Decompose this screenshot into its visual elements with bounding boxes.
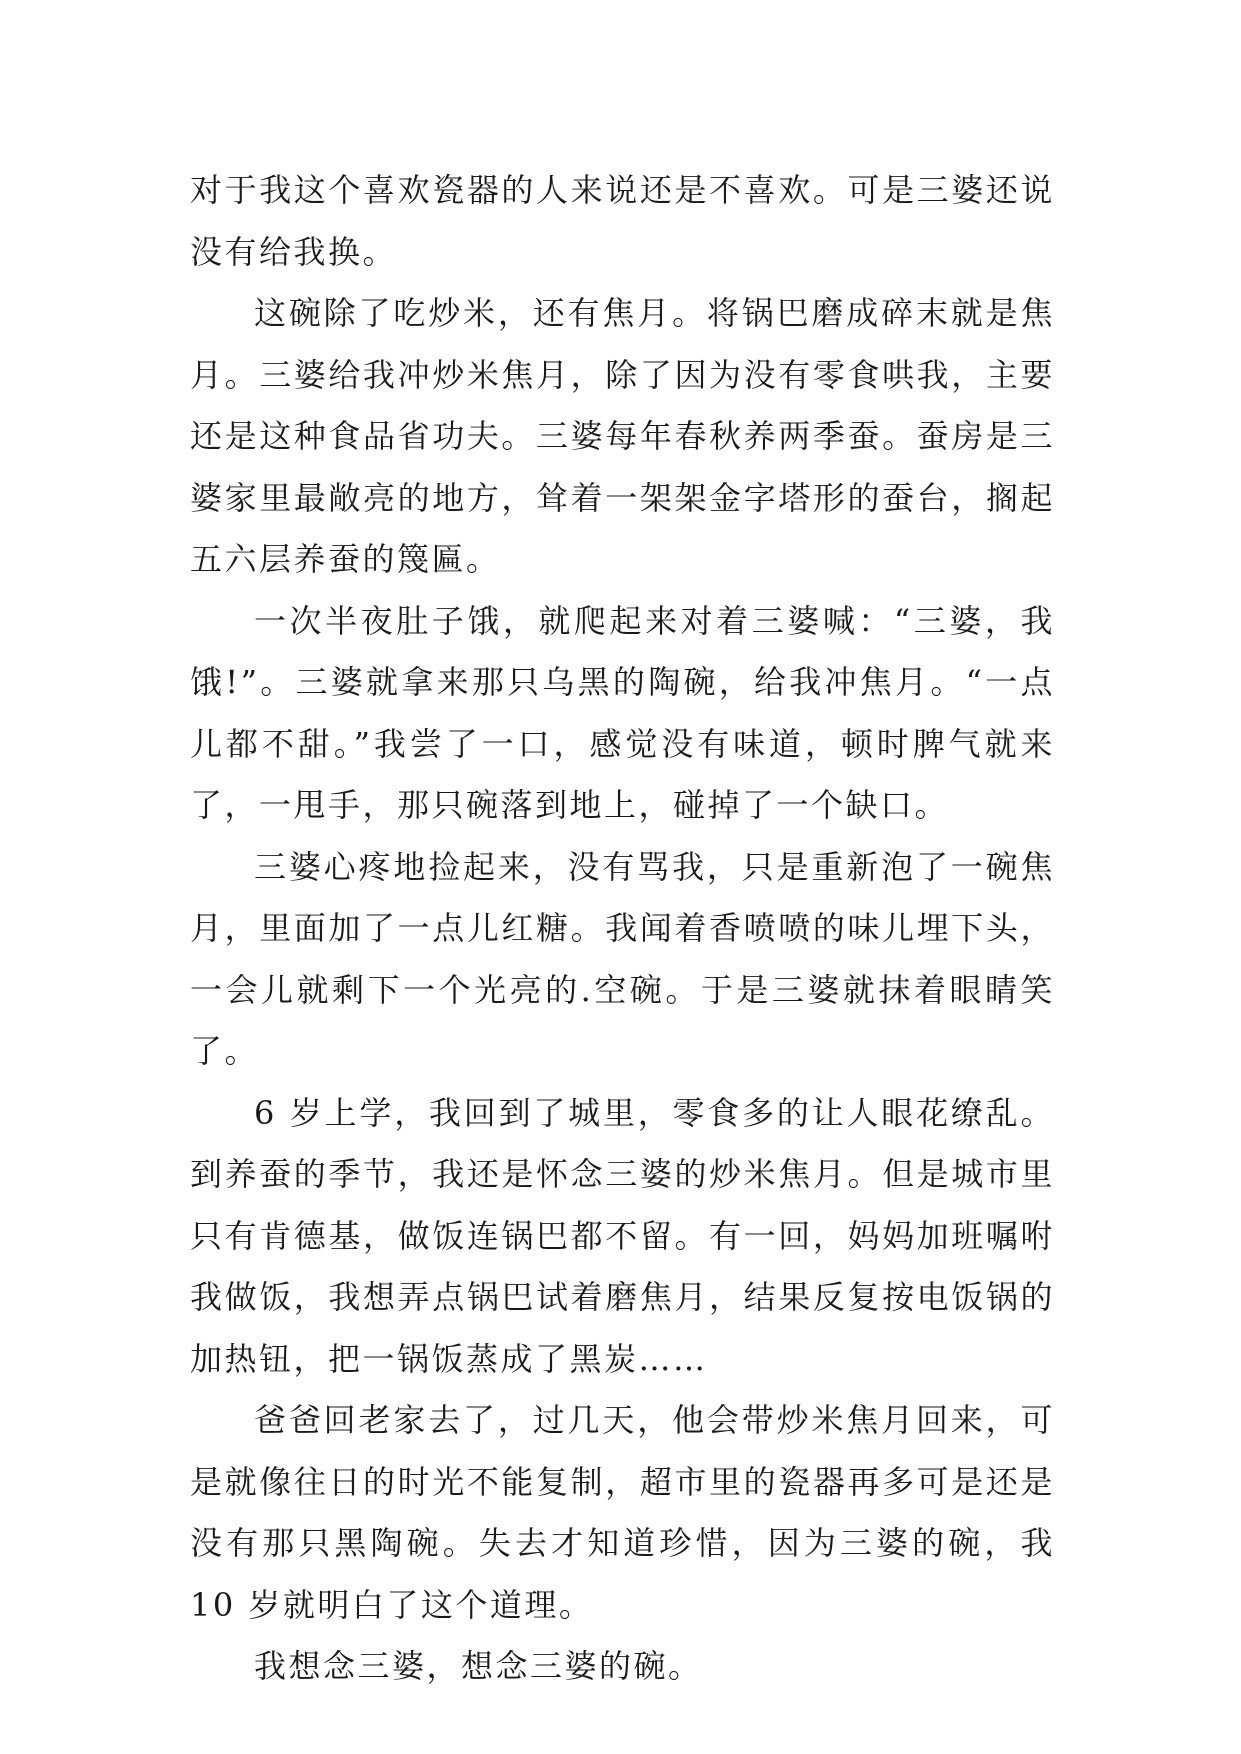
paragraph-7: 我想念三婆，想念三婆的碗。 (254, 1647, 703, 1685)
paragraph-1: 对于我这个喜欢瓷器的人来说还是不喜欢。可是三婆还说没有给我换。 (190, 171, 1055, 271)
paragraph-3: 一次半夜肚子饿，就爬起来对着三婆喊：“三婆，我饿!”。三婆就拿来那只乌黑的陶碗，给我冲焦月。“一点儿都不甜。”我尝了一口，感觉没有味道，顿时脾气就来了，一甩手，那只碗落到地上，碰掉了一个缺口。 (190, 601, 1055, 824)
paragraph-6: 爸爸回老家去了，过几天，他会带炒米焦月回来，可是就像往日的时光不能复制，超市里的瓷器再多可是还是没有那只黑陶碗。失去才知道珍惜，因为三婆的碗，我 10 岁就明白了这个道理。 (190, 1401, 1055, 1624)
paragraph-2: 这碗除了吃炒米，还有焦月。将锅巴磨成碎末就是焦月。三婆给我冲炒米焦月，除了因为没有零食哄我，主要还是这种食品省功夫。三婆每年春秋养两季蚕。蚕房是三婆家里最敞亮的地方，耸着一架架金字塔形的蚕台，搁起五六层养蚕的篾匾。 (190, 294, 1055, 578)
paragraph-5: 6 岁上学，我回到了城里，零食多的让人眼花缭乱。到养蚕的季节，我还是怀念三婆的炒米焦月。但是城市里只有肯德基，做饭连锅巴都不留。有一回，妈妈加班嘱咐我做饭，我想弄点锅巴试着磨焦月，结果反复按电饭锅的加热钮，把一锅饭蒸成了黑炭…… (190, 1093, 1055, 1378)
essay-body (190, 160, 1055, 1698)
paragraph-4: 三婆心疼地捡起来，没有骂我，只是重新泡了一碗焦月，里面加了一点儿红糖。我闻着香喷喷的味儿埋下头，一会儿就剩下一个光亮的.空碗。于是三婆就抹着眼睛笑了。 (190, 847, 1055, 1070)
